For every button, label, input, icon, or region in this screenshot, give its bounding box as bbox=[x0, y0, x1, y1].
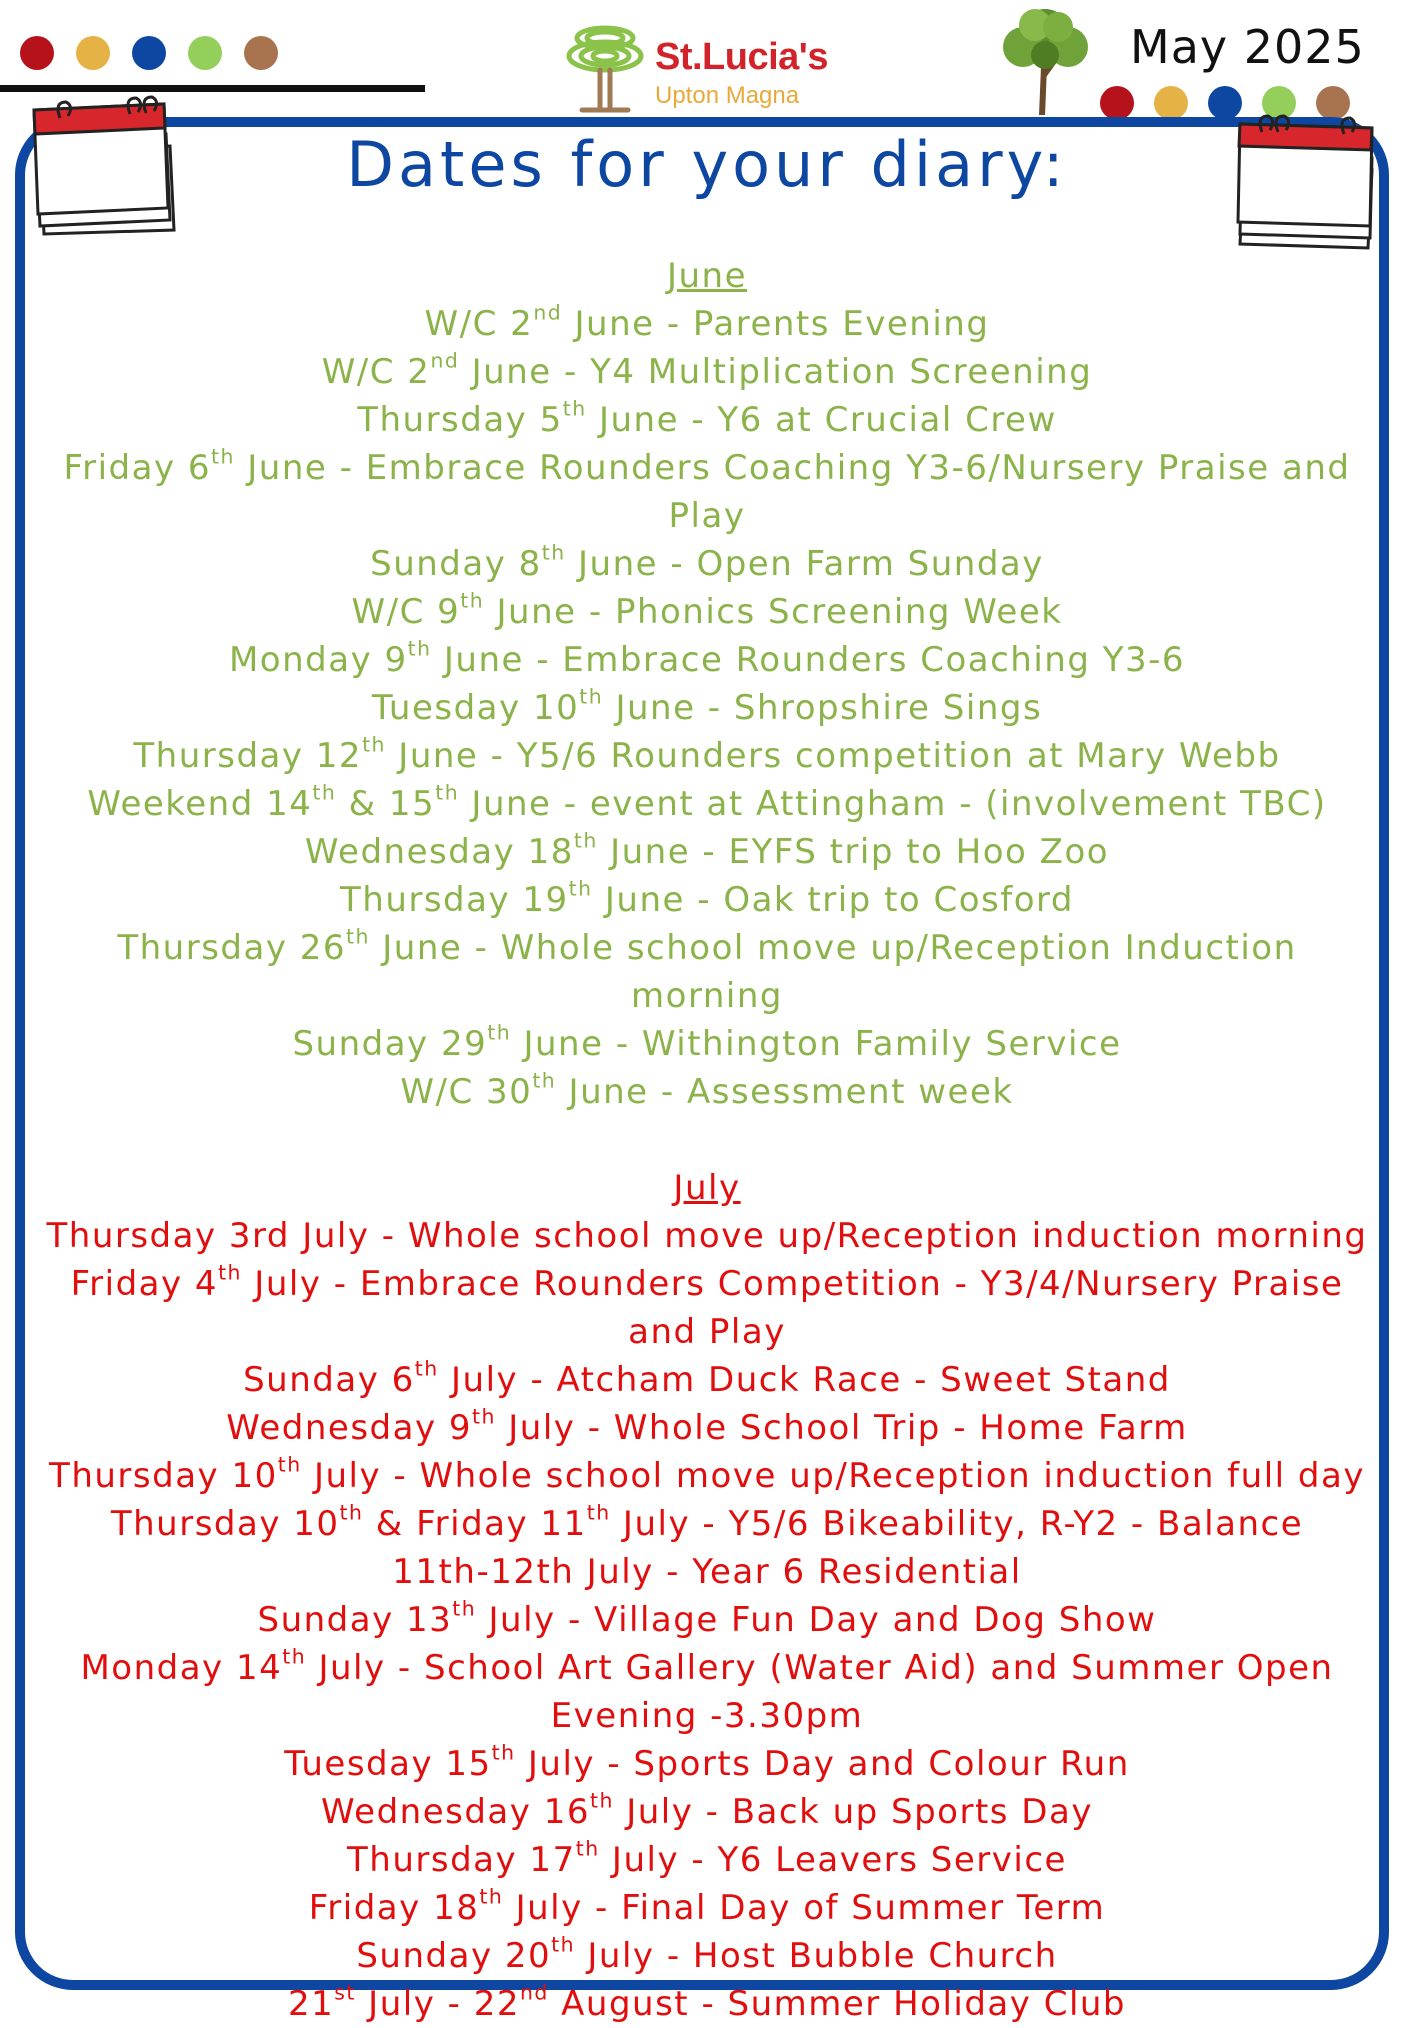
ordinal-suffix: th bbox=[277, 1452, 302, 1477]
tree-icon bbox=[990, 5, 1100, 115]
event-text: Thursday 26 bbox=[117, 928, 347, 968]
event-text: Monday 14 bbox=[80, 1648, 283, 1688]
ordinal-suffix: th bbox=[339, 1500, 364, 1525]
ordinal-suffix: th bbox=[452, 1596, 477, 1621]
color-dot bbox=[188, 36, 222, 70]
july-events bbox=[40, 1212, 1374, 2028]
school-logo bbox=[560, 16, 880, 116]
event-text: Tuesday 15 bbox=[284, 1744, 492, 1784]
event-item bbox=[40, 636, 1374, 684]
event-item bbox=[40, 1260, 1374, 1356]
ordinal-suffix: nd bbox=[533, 300, 563, 325]
logo-subtitle: Upton Magna bbox=[655, 82, 800, 109]
month-label: May 2025 bbox=[1130, 20, 1365, 74]
event-text: June - Y4 Multiplication Screening bbox=[459, 352, 1093, 392]
ordinal-suffix: th bbox=[479, 1884, 504, 1909]
event-item bbox=[40, 1548, 1374, 1596]
event-item bbox=[40, 828, 1374, 876]
event-text: Tuesday 10 bbox=[371, 688, 580, 728]
event-text: June - Assessment week bbox=[556, 1072, 1014, 1112]
event-text: Thursday 12 bbox=[133, 736, 363, 776]
color-dot bbox=[132, 36, 166, 70]
event-item bbox=[40, 444, 1374, 540]
event-text: August - Summer Holiday Club bbox=[548, 1984, 1127, 2024]
event-text: June - Withington Family Service bbox=[511, 1024, 1122, 1064]
event-text: Friday 4 bbox=[70, 1264, 219, 1304]
ordinal-suffix: th bbox=[362, 732, 386, 757]
logo-name: St.Lucia's bbox=[655, 36, 828, 78]
event-item bbox=[40, 1452, 1374, 1500]
color-dots-left bbox=[20, 36, 278, 70]
ordinal-suffix: th bbox=[491, 1740, 516, 1765]
event-item bbox=[40, 1740, 1374, 1788]
event-item bbox=[40, 540, 1374, 588]
event-text: & Friday 11 bbox=[363, 1504, 587, 1544]
color-dot bbox=[20, 36, 54, 70]
event-text: W/C 2 bbox=[424, 304, 534, 344]
event-item bbox=[40, 588, 1374, 636]
event-text: July - Y6 Leavers Service bbox=[599, 1840, 1067, 1880]
event-text: W/C 2 bbox=[321, 352, 431, 392]
ordinal-suffix: th bbox=[532, 1068, 557, 1093]
event-text: June - Embrace Rounders Coaching Y3-6 bbox=[431, 640, 1186, 680]
event-text: Thursday 17 bbox=[347, 1840, 576, 1880]
event-text: July - Back up Sports Day bbox=[613, 1792, 1093, 1832]
event-item bbox=[40, 1788, 1374, 1836]
july-heading: July bbox=[673, 1168, 741, 1208]
event-item bbox=[40, 1356, 1374, 1404]
event-text: Sunday 20 bbox=[356, 1936, 552, 1976]
event-text: W/C 9 bbox=[351, 592, 461, 632]
june-heading: June bbox=[666, 256, 748, 296]
event-item bbox=[40, 732, 1374, 780]
ordinal-suffix: th bbox=[573, 828, 598, 853]
event-item bbox=[40, 348, 1374, 396]
ordinal-suffix: th bbox=[407, 636, 432, 661]
event-text: Monday 9 bbox=[228, 640, 408, 680]
event-text: Sunday 6 bbox=[243, 1360, 415, 1400]
event-item bbox=[40, 876, 1374, 924]
event-text: Weekend 14 bbox=[87, 784, 313, 824]
event-text: Thursday 10 bbox=[49, 1456, 278, 1496]
event-text: June - EYFS trip to Hoo Zoo bbox=[597, 832, 1110, 872]
ordinal-suffix: th bbox=[435, 780, 460, 805]
event-text: Wednesday 16 bbox=[321, 1792, 590, 1832]
event-text: June - Embrace Rounders Coaching Y3-6/Nursery Praise and Play bbox=[234, 448, 1351, 536]
ordinal-suffix: th bbox=[575, 1836, 600, 1861]
event-text: July - Atcham Duck Race - Sweet Stand bbox=[438, 1360, 1171, 1400]
event-text: June - Oak trip to Cosford bbox=[592, 880, 1074, 920]
event-text: July - School Art Gallery (Water Aid) and Summer Open Evening -3.30pm bbox=[306, 1648, 1334, 1736]
june-events bbox=[40, 300, 1374, 1116]
event-item bbox=[40, 1884, 1374, 1932]
ordinal-suffix: nd bbox=[430, 348, 460, 373]
event-text: W/C 30 bbox=[400, 1072, 533, 1112]
ordinal-suffix: st bbox=[334, 1980, 356, 2005]
event-text: Friday 6 bbox=[63, 448, 212, 488]
event-text: 21 bbox=[287, 1984, 335, 2024]
event-text: July - Final Day of Summer Term bbox=[503, 1888, 1106, 1928]
ordinal-suffix: th bbox=[472, 1404, 496, 1429]
event-text: Friday 18 bbox=[308, 1888, 480, 1928]
event-text: Thursday 5 bbox=[357, 400, 563, 440]
ordinal-suffix: th bbox=[541, 540, 566, 565]
event-item bbox=[40, 1500, 1374, 1548]
event-text: June - event at Attingham - (involvement TBC) bbox=[459, 784, 1327, 824]
ordinal-suffix: th bbox=[218, 1260, 242, 1285]
event-item bbox=[40, 924, 1374, 1020]
event-text: June - Y5/6 Rounders competition at Mary Webb bbox=[385, 736, 1281, 776]
event-text: Sunday 8 bbox=[370, 544, 542, 584]
ordinal-suffix: th bbox=[579, 684, 604, 709]
color-dot bbox=[1100, 86, 1134, 120]
ordinal-suffix: th bbox=[346, 924, 370, 949]
page-title: Dates for your diary: bbox=[346, 128, 1068, 201]
event-text: July - Village Fun Day and Dog Show bbox=[476, 1600, 1157, 1640]
event-text: July - 22 bbox=[355, 1984, 520, 2024]
event-text: June - Open Farm Sunday bbox=[565, 544, 1044, 584]
event-item bbox=[40, 1404, 1374, 1452]
ordinal-suffix: th bbox=[211, 444, 235, 469]
ordinal-suffix: th bbox=[282, 1644, 307, 1669]
event-text: July - Whole school move up/Reception induction full day bbox=[301, 1456, 1365, 1496]
event-text: & 15 bbox=[336, 784, 436, 824]
calendar-icon bbox=[1232, 110, 1382, 260]
event-item bbox=[40, 1596, 1374, 1644]
section-gap bbox=[40, 1116, 1374, 1164]
color-dot bbox=[1154, 86, 1188, 120]
event-item bbox=[40, 1020, 1374, 1068]
event-text: July - Sports Day and Colour Run bbox=[515, 1744, 1130, 1784]
header-rule bbox=[0, 85, 425, 92]
event-text: Sunday 13 bbox=[257, 1600, 453, 1640]
event-item bbox=[40, 684, 1374, 732]
event-text: June - Parents Evening bbox=[562, 304, 990, 344]
event-text: June - Phonics Screening Week bbox=[484, 592, 1063, 632]
ordinal-suffix: th bbox=[487, 1020, 512, 1045]
ordinal-suffix: th bbox=[460, 588, 485, 613]
diary-list bbox=[40, 252, 1374, 2028]
event-item bbox=[40, 300, 1374, 348]
event-text: Sunday 29 bbox=[292, 1024, 488, 1064]
ordinal-suffix: th bbox=[414, 1356, 439, 1381]
event-item bbox=[40, 1932, 1374, 1980]
event-text: 11th-12th July - Year 6 Residential bbox=[392, 1552, 1022, 1592]
event-text: June - Shropshire Sings bbox=[603, 688, 1043, 728]
event-item bbox=[40, 1836, 1374, 1884]
event-text: July - Host Bubble Church bbox=[575, 1936, 1058, 1976]
event-item bbox=[40, 780, 1374, 828]
calendar-icon bbox=[30, 92, 185, 242]
color-dot bbox=[244, 36, 278, 70]
event-item bbox=[40, 396, 1374, 444]
event-text: June - Whole school move up/Reception Induction morning bbox=[369, 928, 1297, 1016]
ordinal-suffix: nd bbox=[519, 1980, 549, 2005]
event-text: Wednesday 9 bbox=[226, 1408, 473, 1448]
ordinal-suffix: th bbox=[586, 1500, 611, 1525]
event-item bbox=[40, 1644, 1374, 1740]
ordinal-suffix: th bbox=[562, 396, 587, 421]
event-text: Thursday 3rd July - Whole school move up/Reception induction morning bbox=[46, 1216, 1368, 1256]
ordinal-suffix: th bbox=[312, 780, 337, 805]
event-item bbox=[40, 1068, 1374, 1116]
event-text: Wednesday 18 bbox=[304, 832, 574, 872]
event-text: Thursday 10 bbox=[110, 1504, 340, 1544]
event-text: June - Y6 at Crucial Crew bbox=[586, 400, 1057, 440]
event-text: July - Whole School Trip - Home Farm bbox=[495, 1408, 1188, 1448]
event-text: July - Embrace Rounders Competition - Y3/4/Nursery Praise and Play bbox=[241, 1264, 1344, 1352]
event-item bbox=[40, 1980, 1374, 2028]
event-text: July - Y5/6 Bikeability, R-Y2 - Balance bbox=[610, 1504, 1304, 1544]
event-text: Thursday 19 bbox=[340, 880, 569, 920]
ordinal-suffix: th bbox=[568, 876, 593, 901]
event-item bbox=[40, 1212, 1374, 1260]
color-dot bbox=[76, 36, 110, 70]
ordinal-suffix: th bbox=[551, 1932, 576, 1957]
logo-swirl-icon bbox=[560, 16, 650, 116]
ordinal-suffix: th bbox=[589, 1788, 614, 1813]
